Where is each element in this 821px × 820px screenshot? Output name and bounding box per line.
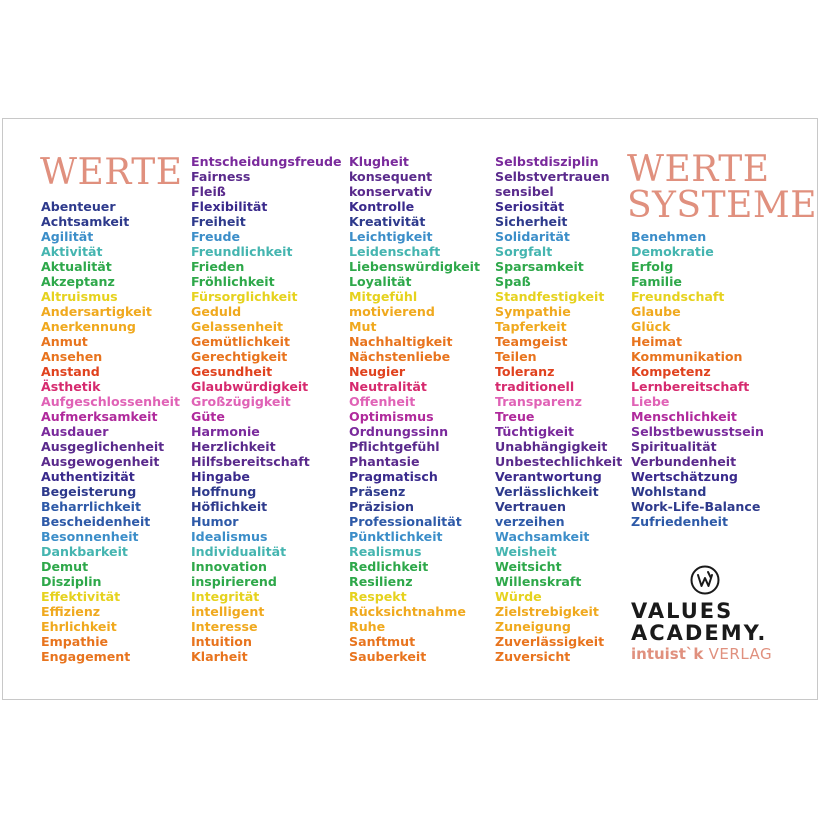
value-word: Freundschaft (631, 289, 725, 304)
value-word: Liebe (631, 394, 670, 409)
publisher-name (631, 645, 772, 663)
value-word: Respekt (349, 589, 407, 604)
value-word: traditionell (495, 379, 575, 394)
value-word: Effektivität (41, 589, 121, 604)
value-word: Ausgeglichenheit (41, 439, 165, 454)
value-word: Fleiß (191, 184, 226, 199)
value-word: Engagement (41, 649, 131, 664)
value-word: Herzlichkeit (191, 439, 276, 454)
value-word: Aufgeschlossenheit (41, 394, 180, 409)
value-word: Altruismus (41, 289, 118, 304)
value-word: Loyalität (349, 274, 412, 289)
value-word: Integrität (191, 589, 260, 604)
values-column-2 (191, 154, 342, 664)
value-word: Pragmatisch (349, 469, 438, 484)
value-word: Ehrlichkeit (41, 619, 117, 634)
value-word: Teamgeist (495, 334, 568, 349)
value-word: Transparenz (495, 394, 582, 409)
value-word: Hoffnung (191, 484, 257, 499)
value-word: Mitgefühl (349, 289, 418, 304)
value-word: Idealismus (191, 529, 268, 544)
heading-wertesysteme-line2: SYSTEME (627, 185, 818, 226)
value-word: Offenheit (349, 394, 416, 409)
publisher-name-part-2: VERLAG (703, 645, 773, 663)
value-word: Gemütlichkeit (191, 334, 290, 349)
value-word: Sauberkeit (349, 649, 427, 664)
value-word: Ausgewogenheit (41, 454, 160, 469)
value-word: Verbundenheit (631, 454, 737, 469)
value-word: konsequent (349, 169, 433, 184)
value-word: Kompetenz (631, 364, 711, 379)
value-word: Disziplin (41, 574, 102, 589)
value-word: Willenskraft (495, 574, 582, 589)
value-word: Ausdauer (41, 424, 109, 439)
value-word: Zuverlässigkeit (495, 634, 605, 649)
value-word: Ruhe (349, 619, 386, 634)
value-word: Weisheit (495, 544, 557, 559)
value-word: Nächstenliebe (349, 349, 451, 364)
value-word: Bescheidenheit (41, 514, 151, 529)
value-word: Vertrauen (495, 499, 567, 514)
value-word: Beharrlichkeit (41, 499, 142, 514)
value-word: Freiheit (191, 214, 246, 229)
value-word: Pünktlichkeit (349, 529, 443, 544)
value-word: Unbestechlichkeit (495, 454, 623, 469)
value-word: Großzügigkeit (191, 394, 291, 409)
value-word: Wachsamkeit (495, 529, 590, 544)
value-word: Gerechtigkeit (191, 349, 288, 364)
value-word: Spaß (495, 274, 531, 289)
value-word: motivierend (349, 304, 435, 319)
value-word: Würde (495, 589, 542, 604)
value-word: Wertschätzung (631, 469, 738, 484)
value-word: Neutralität (349, 379, 427, 394)
value-word: Abenteuer (41, 199, 116, 214)
value-word: Humor (191, 514, 239, 529)
value-word: inspirierend (191, 574, 277, 589)
value-word: Verlässlichkeit (495, 484, 599, 499)
value-word: Aufmerksamkeit (41, 409, 158, 424)
value-word: Teilen (495, 349, 537, 364)
value-word: Sanftmut (349, 634, 416, 649)
heading-werte: WERTE (40, 152, 183, 193)
value-word: Menschlichkeit (631, 409, 737, 424)
value-word: Treue (495, 409, 535, 424)
value-word: Wohlstand (631, 484, 707, 499)
value-word: Authentizität (41, 469, 135, 484)
value-word: Zuversicht (495, 649, 571, 664)
value-word: Klugheit (349, 154, 409, 169)
value-word: Sorgfalt (495, 244, 553, 259)
value-word: Glaube (631, 304, 681, 319)
value-word: Kreativität (349, 214, 426, 229)
value-word: Leichtigkeit (349, 229, 433, 244)
value-word: Unabhängigkeit (495, 439, 608, 454)
value-word: Gesundheit (191, 364, 273, 379)
value-word: Besonnenheit (41, 529, 139, 544)
value-word: Aktivität (41, 244, 103, 259)
value-word: Ansehen (41, 349, 103, 364)
value-word: Demut (41, 559, 89, 574)
publisher-name-part-1: intuist`k (631, 645, 704, 663)
value-word: Familie (631, 274, 682, 289)
value-word: Lernbereitschaft (631, 379, 750, 394)
value-word: Fairness (191, 169, 251, 184)
values-column-4 (495, 154, 622, 664)
value-word: verzeihen (495, 514, 565, 529)
value-word: Individualität (191, 544, 287, 559)
value-word: Phantasie (349, 454, 420, 469)
value-word: Gelassenheit (191, 319, 284, 334)
value-word: Toleranz (495, 364, 555, 379)
value-word: Benehmen (631, 229, 707, 244)
value-word: Aktualität (41, 259, 112, 274)
value-word: Solidarität (495, 229, 570, 244)
value-word: Nachhaltigkeit (349, 334, 453, 349)
value-word: Entscheidungsfreude (191, 154, 342, 169)
value-word: Standfestigkeit (495, 289, 605, 304)
brand-line-2: ACADEMY. (631, 621, 768, 645)
brand-line-1: VALUES (631, 599, 734, 623)
value-word: Andersartigkeit (41, 304, 152, 319)
value-word: Achtsamkeit (41, 214, 130, 229)
value-word: Professionalität (349, 514, 462, 529)
values-column-3 (349, 154, 480, 664)
value-word: Optimismus (349, 409, 434, 424)
value-systems-column (631, 229, 764, 529)
value-word: Akzeptanz (41, 274, 115, 289)
value-word: Leidenschaft (349, 244, 441, 259)
value-word: Ordnungssinn (349, 424, 449, 439)
value-word: Sicherheit (495, 214, 568, 229)
value-word: Sympathie (495, 304, 571, 319)
value-word: Weitsicht (495, 559, 562, 574)
value-word: Liebenswürdigkeit (349, 259, 480, 274)
value-word: Interesse (191, 619, 258, 634)
values-column-1 (41, 199, 180, 664)
value-word: Anmut (41, 334, 88, 349)
value-word: Ästhetik (41, 379, 101, 394)
value-word: Tüchtigkeit (495, 424, 575, 439)
value-word: Freundlichkeit (191, 244, 293, 259)
value-word: Klarheit (191, 649, 248, 664)
value-word: Geduld (191, 304, 242, 319)
value-word: Fürsorglichkeit (191, 289, 298, 304)
value-word: Neugier (349, 364, 406, 379)
value-word: Pflichtgefühl (349, 439, 440, 454)
value-word: Mut (349, 319, 377, 334)
value-word: Seriosität (495, 199, 565, 214)
value-word: Intuition (191, 634, 252, 649)
value-word: Kontrolle (349, 199, 415, 214)
value-word: Freude (191, 229, 241, 244)
value-word: Effizienz (41, 604, 101, 619)
value-word: Präzision (349, 499, 415, 514)
value-word: Rücksichtnahme (349, 604, 466, 619)
value-word: Selbstvertrauen (495, 169, 610, 184)
value-word: Glaubwürdigkeit (191, 379, 309, 394)
value-word: Hilfsbereitschaft (191, 454, 310, 469)
value-word: Tapferkeit (495, 319, 567, 334)
value-word: Harmonie (191, 424, 260, 439)
value-word: Agilität (41, 229, 94, 244)
value-word: Güte (191, 409, 225, 424)
value-word: Realismus (349, 544, 422, 559)
value-word: sensibel (495, 184, 554, 199)
value-word: Spiritualität (631, 439, 717, 454)
value-word: konservativ (349, 184, 433, 199)
value-word: Begeisterung (41, 484, 137, 499)
circle-w-icon (689, 564, 721, 596)
value-word: Work-Life-Balance (631, 499, 761, 514)
value-word: Demokratie (631, 244, 714, 259)
value-word: Heimat (631, 334, 683, 349)
value-word: Dankbarkeit (41, 544, 128, 559)
value-word: Resilienz (349, 574, 413, 589)
value-word: Empathie (41, 634, 109, 649)
value-word: Zufriedenheit (631, 514, 729, 529)
value-word: Verantwortung (495, 469, 602, 484)
value-word: Höflichkeit (191, 499, 268, 514)
value-word: Kommunikation (631, 349, 743, 364)
value-word: Glück (631, 319, 671, 334)
value-word: Zielstrebigkeit (495, 604, 599, 619)
value-word: Zuneigung (495, 619, 571, 634)
value-word: Erfolg (631, 259, 674, 274)
value-word: Flexibilität (191, 199, 268, 214)
value-word: Selbstbewusstsein (631, 424, 764, 439)
value-word: Anstand (41, 364, 100, 379)
heading-wertesysteme-line1: WERTE (627, 149, 770, 190)
value-word: Redlichkeit (349, 559, 429, 574)
value-word: Fröhlichkeit (191, 274, 275, 289)
value-word: intelligent (191, 604, 265, 619)
value-word: Innovation (191, 559, 267, 574)
value-word: Sparsamkeit (495, 259, 584, 274)
value-word: Selbstdisziplin (495, 154, 599, 169)
value-word: Anerkennung (41, 319, 136, 334)
value-word: Hingabe (191, 469, 250, 484)
value-word: Präsenz (349, 484, 406, 499)
value-word: Frieden (191, 259, 245, 274)
